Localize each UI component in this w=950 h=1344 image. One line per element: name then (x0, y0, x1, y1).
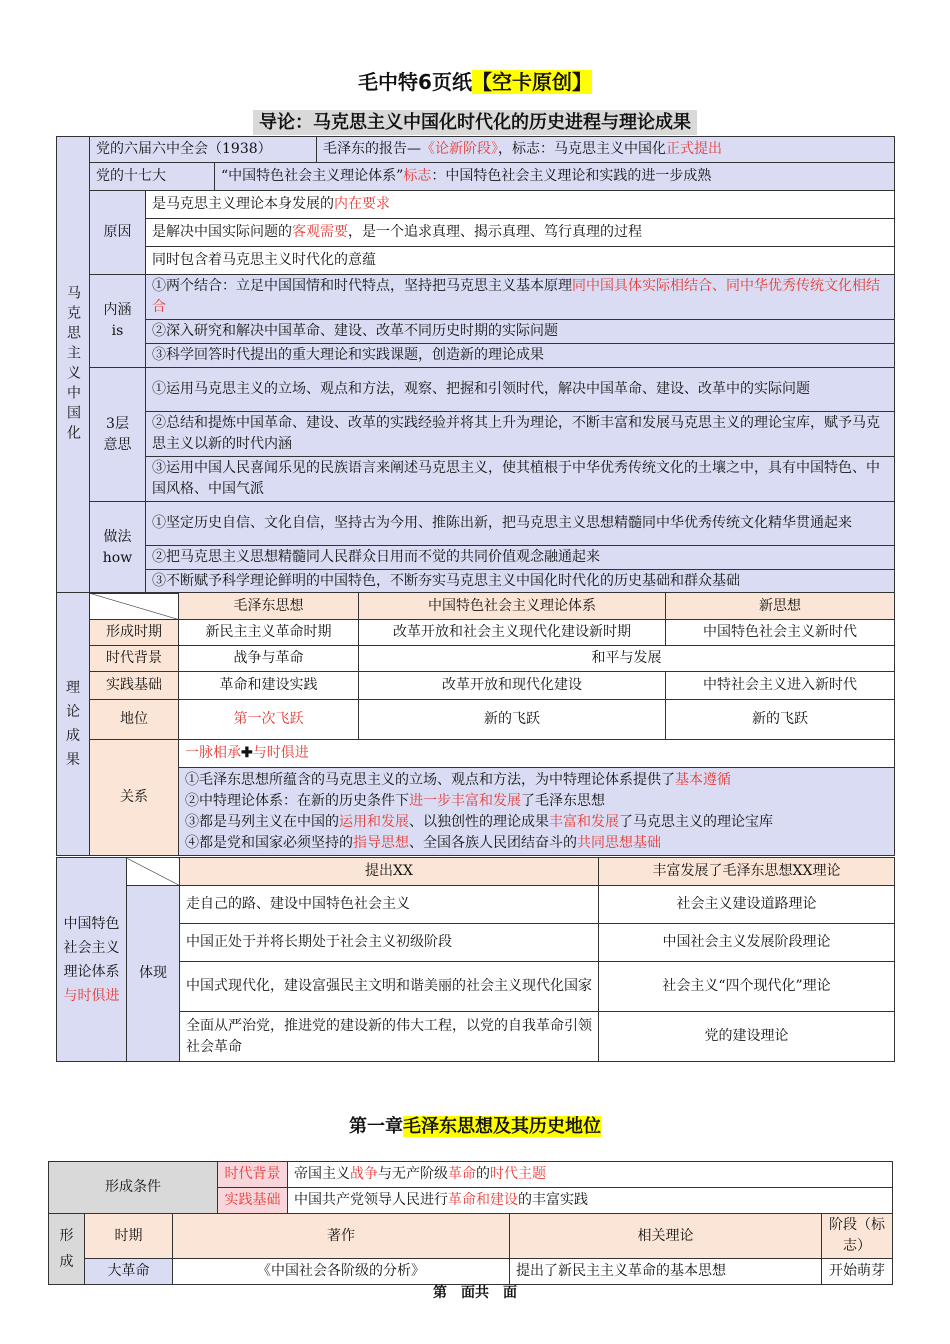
col-new: 新思想 (666, 593, 895, 620)
background-mao: 战争与革命 (179, 646, 359, 672)
side-label-cst: 中国特色社会主义理论体系 与时俱进 (57, 858, 127, 1062)
period-mao: 新民主主义革命时期 (179, 620, 359, 646)
form-label: 形 成 (49, 1214, 85, 1285)
meaning-2: ②深入研究和解决中国革命、建设、改革不同历史时期的实际问题 (146, 320, 895, 344)
col-mao: 毛泽东思想 (179, 593, 359, 620)
relation-label: 关系 (90, 740, 179, 856)
reason-1: 是马克思主义理论本身发展的内在要求 (146, 191, 895, 219)
theory-table (56, 592, 895, 856)
period-cell: 大革命 (85, 1259, 173, 1285)
prac-label: 实践基础 (218, 1188, 288, 1214)
period-new: 中国特色社会主义新时代 (666, 620, 895, 646)
status-new: 新的飞跃 (666, 700, 895, 740)
side-label-theory: 理论成果 (57, 593, 90, 856)
page-title: 毛中特6页纸【空卡原创】 (358, 70, 592, 94)
cst-right-1: 社会主义建设道路理论 (599, 886, 895, 924)
method-1: ①坚定历史自信、文化自信，坚持古为今用、推陈出新，把马克思主义思想精髓同中华优秀传统文化精华贯通起来 (146, 502, 895, 546)
cst-head-left: 提出XX (180, 858, 599, 886)
meaning-1: ①两个结合：立足中国国情和时代特点，坚持把马克思主义基本原理同中国具体实际相结合、同中华优秀传统文化相结合 (146, 275, 895, 320)
cst-right-2: 中国社会主义发展阶段理论 (599, 924, 895, 962)
col-theory: 相关理论 (510, 1214, 822, 1259)
row-label-background: 时代背景 (90, 646, 179, 672)
cst-left-1: 走自己的路、建设中国特色社会主义 (180, 886, 599, 924)
cst-table (56, 857, 895, 1062)
theory-corner (90, 593, 179, 620)
practice-mao: 革命和建设实践 (179, 672, 359, 700)
col-period: 时期 (85, 1214, 173, 1259)
chapter1-table (48, 1161, 893, 1285)
reason-2: 是解决中国实际问题的客观需要，是一个追求真理、揭示真理、笃行真理的过程 (146, 219, 895, 247)
plus-icon: ✚ (241, 745, 253, 761)
row-label-status: 地位 (90, 700, 179, 740)
relation-list: ①毛泽东思想所蕴含的马克思主义的立场、观点和方法，为中特理论体系提供了基本遵循 ②中特理论体系：在新的历史条件下进一步丰富和发展了毛泽东思想 ③都是马列主义在中国的运用和发展、以独创性的理论成果丰富和发展了马克思主义的理论宝库 ④都是党和国家必须坚持的指导思想、全国各族人民团结奋斗的共同思想基础 (179, 768, 895, 856)
cst-left-4: 全面从严治党，推进党的建设新的伟大工程，以党的自我革命引领社会革命 (180, 1012, 599, 1062)
works-cell: 《中国社会各阶级的分析》 (173, 1259, 510, 1285)
era-label: 时代背景 (218, 1162, 288, 1188)
status-cst: 新的飞跃 (359, 700, 666, 740)
layer-3: ③运用中国人民喜闻乐见的民族语言来阐述马克思主义，使其植根于中华优秀传统文化的土壤之中，具有中国特色、中国风格、中国气派 (146, 457, 895, 502)
row-label-practice: 实践基础 (90, 672, 179, 700)
prac-desc: 中国共产党领导人民进行革命和建设的丰富实践 (288, 1188, 893, 1214)
era-desc: 帝国主义战争与无产阶级革命的时代主题 (288, 1162, 893, 1188)
practice-new: 中特社会主义进入新时代 (666, 672, 895, 700)
cst-left-2: 中国正处于并将长期处于社会主义初级阶段 (180, 924, 599, 962)
cst-left-3: 中国式现代化，建设富强民主文明和谐美丽的社会主义现代化国家 (180, 962, 599, 1012)
side-label-sinicization: 马克思主义中国化 (57, 137, 90, 594)
background-rest: 和平与发展 (359, 646, 895, 672)
intro-table (56, 136, 895, 594)
method-2: ②把马克思主义思想精髓同人民群众日用而不觉的共同价值观念融通起来 (146, 546, 895, 570)
event-1938-desc: 毛泽东的报告—《论新阶段》，标志：马克思主义中国化正式提出 (317, 137, 895, 163)
status-mao: 第一次飞跃 (179, 700, 359, 740)
cst-right-3: 社会主义“四个现代化”理论 (599, 962, 895, 1012)
cst-sub-label: 体现 (127, 886, 180, 1062)
cst-corner (127, 858, 180, 886)
meaning-label: 内涵 is (90, 275, 146, 368)
row-label-period: 形成时期 (90, 620, 179, 646)
reason-3: 同时包含着马克思主义时代化的意蕴 (146, 247, 895, 275)
method-label: 做法 how (90, 502, 146, 594)
reason-label: 原因 (90, 191, 146, 275)
cst-right-4: 党的建设理论 (599, 1012, 895, 1062)
chapter1-title: 第一章毛泽东思想及其历史地位 (349, 1116, 601, 1137)
practice-cst: 改革开放和现代化建设 (359, 672, 666, 700)
col-stage: 阶段（标志） (822, 1214, 893, 1259)
event-1938: 党的六届六中全会（1938） (90, 137, 317, 163)
event-17th-desc: “中国特色社会主义理论体系”标志：中国特色社会主义理论和实践的进一步成熟 (215, 163, 895, 191)
period-cst: 改革开放和社会主义现代化建设新时期 (359, 620, 666, 646)
page-footer: 第 面共 面 (433, 1285, 517, 1301)
stage-cell: 开始萌芽 (822, 1259, 893, 1285)
event-17th: 党的十七大 (90, 163, 215, 191)
cst-head-right: 丰富发展了毛泽东思想XX理论 (599, 858, 895, 886)
layer-2: ②总结和提炼中国革命、建设、改革的实践经验并将其上升为理论，不断丰富和发展马克思主义的理论宝库，赋予马克思主义以新的时代内涵 (146, 412, 895, 457)
theory-cell: 提出了新民主主义革命的基本思想 (510, 1259, 822, 1285)
col-cst: 中国特色社会主义理论体系 (359, 593, 666, 620)
relation-heading: 一脉相承✚与时俱进 (179, 740, 895, 768)
col-works: 著作 (173, 1214, 510, 1259)
method-3: ③不断赋予科学理论鲜明的中国特色，不断夯实马克思主义中国化时代化的历史基础和群众基础 (146, 570, 895, 594)
layer-1: ①运用马克思主义的立场、观点和方法，观察、把握和引领时代，解决中国革命、建设、改革中的实际问题 (146, 368, 895, 412)
meaning-3: ③科学回答时代提出的重大理论和实践课题，创造新的理论成果 (146, 344, 895, 368)
title-highlight: 【空卡原创】 (471, 70, 592, 94)
cond-label: 形成条件 (49, 1162, 218, 1214)
layers-label: 3层 意思 (90, 368, 146, 502)
intro-subtitle: 导论：马克思主义中国化时代化的历史进程与理论成果 (0, 108, 950, 134)
